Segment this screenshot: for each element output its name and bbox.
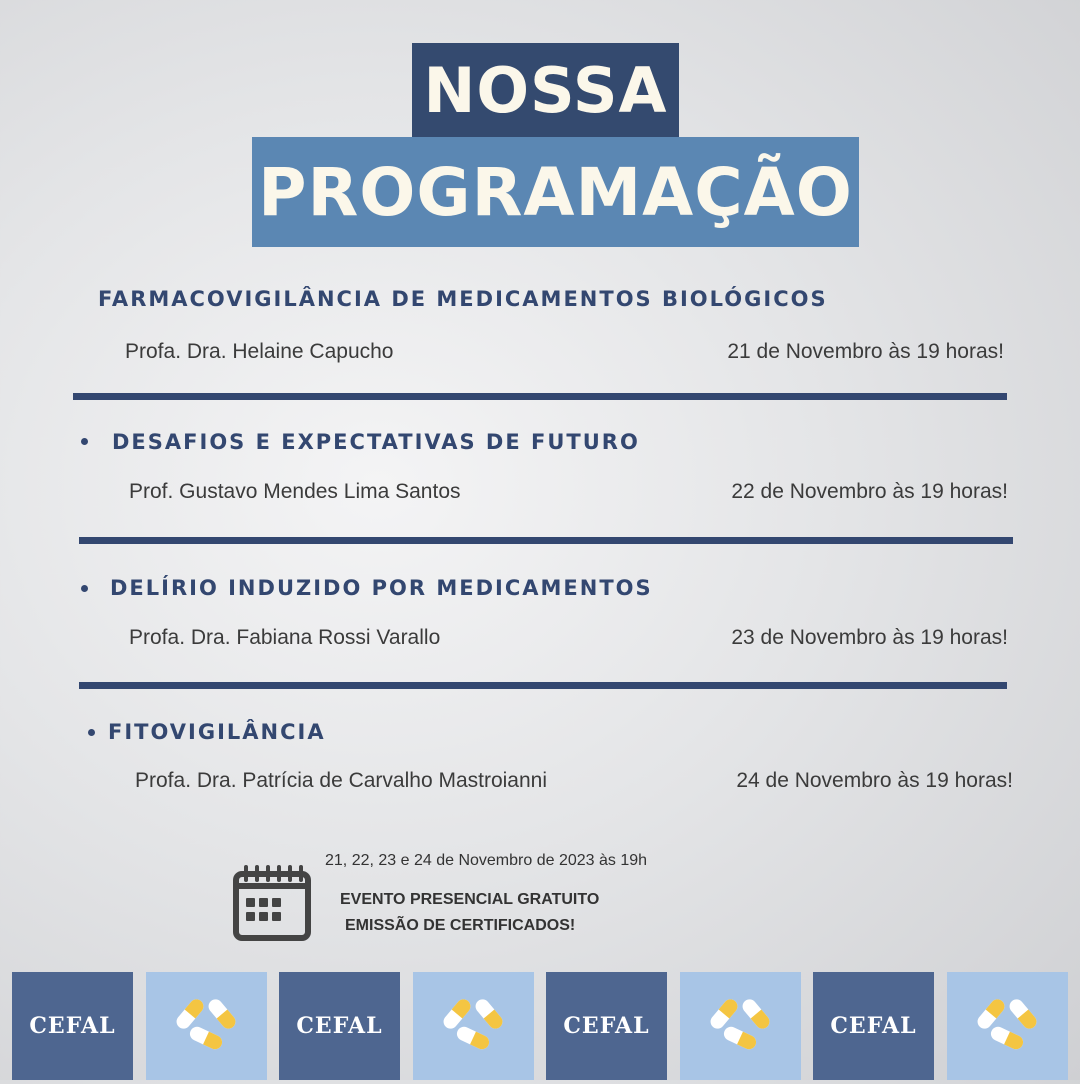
bullet-icon (81, 585, 88, 592)
capsules-tile (947, 972, 1068, 1080)
capsules-icon (413, 972, 534, 1080)
event-dates: 21, 22, 23 e 24 de Novembro de 2023 às 19h (325, 852, 648, 869)
event-free-text: EVENTO PRESENCIAL GRATUITO (340, 891, 600, 908)
capsules-icon (680, 972, 801, 1080)
cefal-logo-text: CEFAL (563, 1013, 650, 1039)
session-3-title: DELÍRIO INDUZIDO POR MEDICAMENTOS (110, 576, 653, 600)
session-3-date: 23 de Novembro às 19 horas! (731, 626, 1008, 649)
session-1-title: FARMACOVIGILÂNCIA DE MEDICAMENTOS BIOLÓGICOS (98, 287, 828, 311)
title-programacao: PROGRAMAÇÃO (252, 137, 859, 247)
capsules-tile (146, 972, 267, 1080)
cefal-logo-tile (813, 972, 934, 1080)
cefal-logo-tile (546, 972, 667, 1080)
session-4-date: 24 de Novembro às 19 horas! (736, 769, 1013, 792)
bullet-icon (88, 729, 95, 736)
session-3-speaker: Profa. Dra. Fabiana Rossi Varallo (129, 626, 441, 649)
divider (73, 393, 1007, 400)
session-2-date: 22 de Novembro às 19 horas! (731, 480, 1008, 503)
capsules-tile (413, 972, 534, 1080)
cefal-logo-tile (12, 972, 133, 1080)
session-1-speaker: Profa. Dra. Helaine Capucho (125, 340, 394, 363)
event-certificate-text: EMISSÃO DE CERTIFICADOS! (345, 917, 576, 934)
session-4-speaker: Profa. Dra. Patrícia de Carvalho Mastroianni (135, 769, 548, 792)
calendar-icon (232, 864, 312, 944)
session-2-speaker: Prof. Gustavo Mendes Lima Santos (129, 480, 461, 503)
capsules-icon (146, 972, 267, 1080)
capsules-icon (947, 972, 1068, 1080)
cefal-logo-tile (279, 972, 400, 1080)
cefal-logo-text: CEFAL (830, 1013, 917, 1039)
session-2-title: DESAFIOS E EXPECTATIVAS DE FUTURO (112, 430, 640, 454)
divider (79, 682, 1007, 689)
bullet-icon (81, 438, 88, 445)
cefal-logo-text: CEFAL (296, 1013, 383, 1039)
session-4-title: FITOVIGILÂNCIA (108, 720, 326, 744)
divider (79, 537, 1013, 544)
capsules-tile (680, 972, 801, 1080)
cefal-logo-text: CEFAL (29, 1013, 116, 1039)
title-nossa: NOSSA (412, 43, 679, 137)
session-1-date: 21 de Novembro às 19 horas! (727, 340, 1004, 363)
